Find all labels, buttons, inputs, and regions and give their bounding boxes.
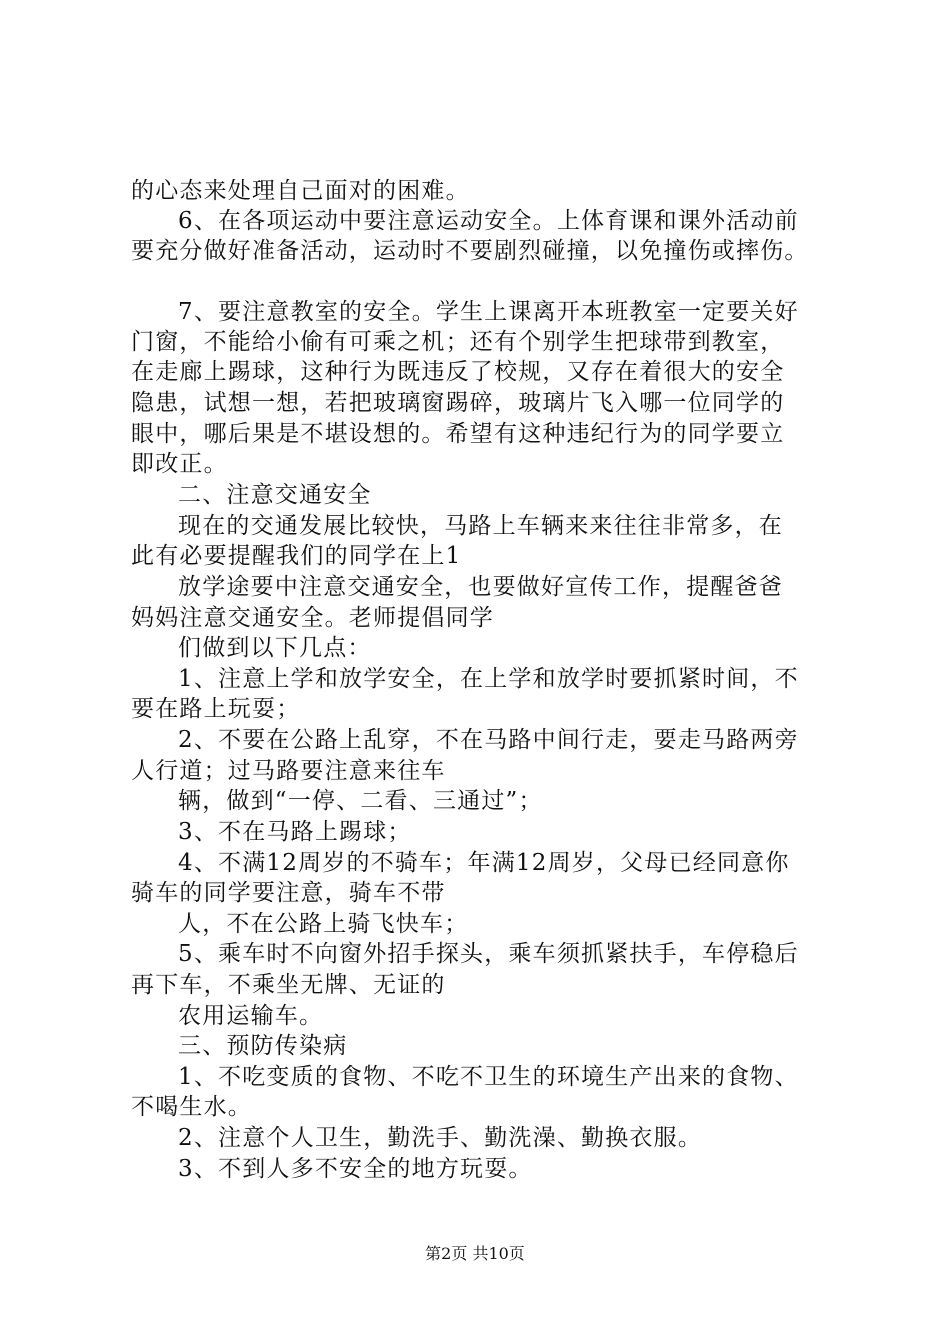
text-line-20: 辆，做到“一停、二看、三通过”； [178,788,543,814]
text-line-19: 人行道；过马路要注意来往车 [131,758,446,784]
text-line-12: 此有必要提醒我们的同学在上1 [131,543,462,569]
section-heading-disease: 三、预防传染病 [178,1033,348,1059]
text-line-3: 要充分做好准备活动，运动时不要剧烈碰撞，以免撞伤或摔伤。 [131,238,809,264]
text-line-21: 3、不在马路上踢球； [178,819,412,845]
text-line-25: 5、乘车时不向窗外招手探头，乘车须抓紧扶手，车停稳后 [178,941,799,967]
text-line-15: 们做到以下几点： [178,635,372,661]
text-line-1: 的心态来处理自己面对的困难。 [131,178,470,204]
text-line-4: 7、要注意教室的安全。学生上课离开本班教室一定要关好 [178,299,799,325]
text-line-29: 1、不吃变质的食物、不吃不卫生的环境生产出来的食物、 [178,1064,799,1090]
text-line-9: 即改正。 [131,451,228,477]
text-line-22: 4、不满12周岁的不骑车；年满12周岁，父母已经同意你 [178,850,790,876]
text-line-27: 农用运输车。 [178,1003,324,1029]
text-line-16: 1、注意上学和放学安全，在上学和放学时要抓紧时间，不 [178,666,799,692]
section-heading-traffic: 二、注意交通安全 [178,482,372,508]
text-line-5: 门窗，不能给小偷有可乘之机；还有个别学生把球带到教室， [131,329,785,355]
text-line-24: 人，不在公路上骑飞快车； [178,911,469,937]
text-line-18: 2、不要在公路上乱穿，不在马路中间行走，要走马路两旁 [178,727,799,753]
text-line-7: 隐患，试想一想，若把玻璃窗踢碎，玻璃片飞入哪一位同学的 [131,390,785,416]
text-line-30: 不喝生水。 [131,1094,252,1120]
text-line-23: 骑车的同学要注意，骑车不带 [131,880,446,906]
text-line-17: 要在路上玩耍； [131,696,301,722]
text-line-32: 3、不到人多不安全的地方玩耍。 [178,1156,533,1182]
text-line-26: 再下车，不乘坐无牌、无证的 [131,972,446,998]
text-line-11: 现在的交通发展比较快，马路上车辆来来往往非常多，在 [178,513,783,539]
text-line-13: 放学途要中注意交通安全，也要做好宣传工作，提醒爸爸 [178,574,783,600]
text-line-8: 眼中，哪后果是不堪设想的。希望有这种违纪行为的同学要立 [131,421,785,447]
text-line-6: 在走廊上踢球，这种行为既违反了校规，又存在着很大的安全 [131,359,785,385]
text-line-2: 6、在各项运动中要注意运动安全。上体育课和课外活动前 [178,208,799,234]
page-number-footer: 第2页 共10页 [425,1244,525,1263]
text-line-14: 妈妈注意交通安全。老师提倡同学 [131,605,494,631]
text-line-31: 2、注意个人卫生，勤洗手、勤洗澡、勤换衣服。 [178,1125,703,1151]
